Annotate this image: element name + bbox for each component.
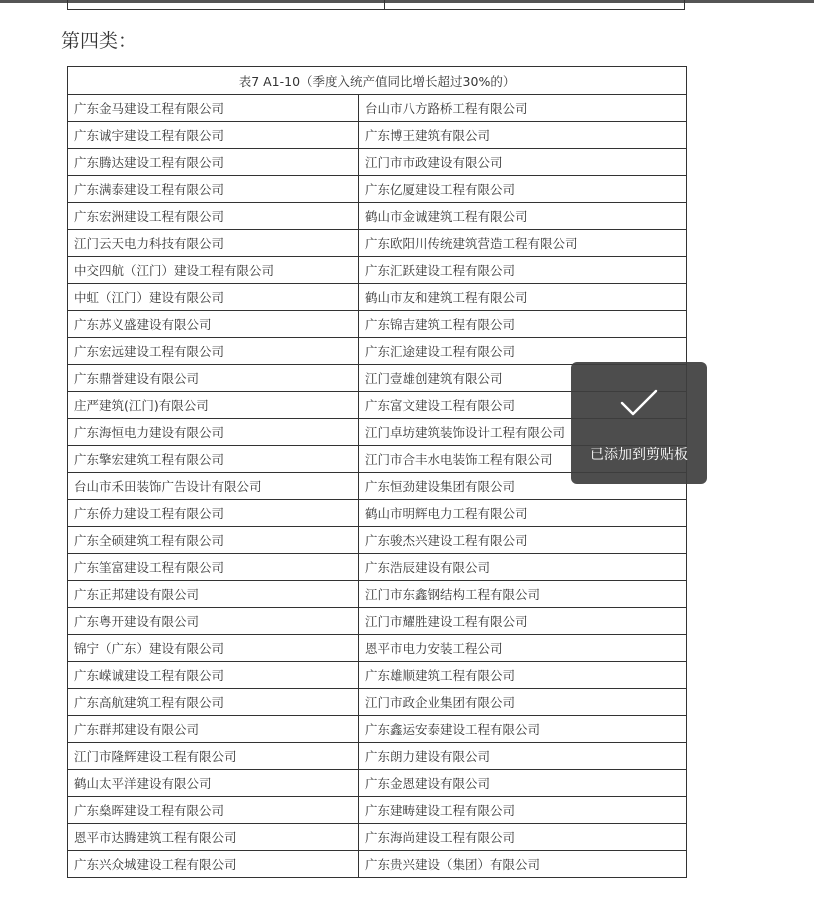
- company-cell-left: 江门市隆辉建设工程有限公司: [68, 743, 359, 770]
- company-cell-right: 广东恒劲建设集团有限公司: [359, 473, 687, 500]
- company-cell-left: 广东诚宇建设工程有限公司: [68, 122, 359, 149]
- company-cell-left: 广东擎宏建筑工程有限公司: [68, 446, 359, 473]
- company-cell-right: 江门市政企业集团有限公司: [359, 689, 687, 716]
- company-cell-left: 广东苏义盛建设有限公司: [68, 311, 359, 338]
- table-row: [68, 770, 687, 797]
- company-cell-right: 恩平市电力安装工程公司: [359, 635, 687, 662]
- toast-message: 已添加到剪贴板: [590, 447, 688, 463]
- company-cell-left: 广东粤开建设有限公司: [68, 608, 359, 635]
- company-cell-left: 广东腾达建设工程有限公司: [68, 149, 359, 176]
- company-cell-right: 广东汇跃建设工程有限公司: [359, 257, 687, 284]
- table-row: [68, 608, 687, 635]
- table-row: [68, 527, 687, 554]
- company-cell-right: 广东金恩建设有限公司: [359, 770, 687, 797]
- checkmark-icon: [619, 388, 659, 418]
- company-cell-right: 广东朗力建设有限公司: [359, 743, 687, 770]
- company-cell-right: 台山市八方路桥工程有限公司: [359, 95, 687, 122]
- company-cell-right: 鹤山市友和建筑工程有限公司: [359, 284, 687, 311]
- table-row: [68, 743, 687, 770]
- company-cell-left: 广东高航建筑工程有限公司: [68, 689, 359, 716]
- table-row: [68, 176, 687, 203]
- table-row: [68, 95, 687, 122]
- company-cell-right: 江门市市政建设有限公司: [359, 149, 687, 176]
- table-row: [68, 500, 687, 527]
- table-row: [68, 716, 687, 743]
- company-cell-left: 广东嵘诚建设工程有限公司: [68, 662, 359, 689]
- table-row: [68, 851, 687, 878]
- company-cell-right: 广东雄顺建筑工程有限公司: [359, 662, 687, 689]
- table-row: [68, 689, 687, 716]
- company-cell-left: 中虹（江门）建设有限公司: [68, 284, 359, 311]
- company-cell-right: 江门卓坊建筑装饰设计工程有限公司: [359, 419, 687, 446]
- clipboard-toast: [571, 362, 707, 484]
- company-cell-left: 广东正邦建设有限公司: [68, 581, 359, 608]
- company-cell-left: 庄严建筑(江门)有限公司: [68, 392, 359, 419]
- company-cell-left: 广东宏远建设工程有限公司: [68, 338, 359, 365]
- table-row: [68, 122, 687, 149]
- company-cell-left: 台山市禾田装饰广告设计有限公司: [68, 473, 359, 500]
- table-row: [68, 338, 687, 365]
- table-row: [68, 797, 687, 824]
- company-cell-right: 广东汇途建设工程有限公司: [359, 338, 687, 365]
- table-body: [68, 95, 687, 878]
- company-cell-left: 广东海恒电力建设有限公司: [68, 419, 359, 446]
- company-cell-left: 鹤山太平洋建设有限公司: [68, 770, 359, 797]
- company-cell-right: 广东贵兴建设（集团）有限公司: [359, 851, 687, 878]
- company-cell-left: 广东鼎誉建设有限公司: [68, 365, 359, 392]
- table-row: [68, 311, 687, 338]
- table-row: [68, 257, 687, 284]
- company-cell-right: 广东海尚建设工程有限公司: [359, 824, 687, 851]
- company-cell-right: 江门市东鑫钢结构工程有限公司: [359, 581, 687, 608]
- previous-table-fragment: [67, 0, 685, 10]
- company-cell-right: 广东博王建筑有限公司: [359, 122, 687, 149]
- company-cell-left: 广东全硕建筑工程有限公司: [68, 527, 359, 554]
- company-cell-right: 广东鑫运安泰建设工程有限公司: [359, 716, 687, 743]
- table-row: [68, 554, 687, 581]
- table-row: [68, 662, 687, 689]
- company-cell-right: 鹤山市明辉电力工程有限公司: [359, 500, 687, 527]
- company-cell-left: 广东宏洲建设工程有限公司: [68, 203, 359, 230]
- company-cell-left: 广东筀富建设工程有限公司: [68, 554, 359, 581]
- company-cell-left: 广东兴众城建设工程有限公司: [68, 851, 359, 878]
- company-cell-right: 江门市耀胜建设工程有限公司: [359, 608, 687, 635]
- company-cell-right: 鹤山市金诚建筑工程有限公司: [359, 203, 687, 230]
- company-cell-left: 广东满泰建设工程有限公司: [68, 176, 359, 203]
- company-cell-right: 广东欧阳川传统建筑营造工程有限公司: [359, 230, 687, 257]
- table-row: [68, 284, 687, 311]
- company-cell-left: 广东燊晖建设工程有限公司: [68, 797, 359, 824]
- company-cell-right: 广东浩辰建设有限公司: [359, 554, 687, 581]
- company-cell-right: 江门壹雄创建筑有限公司: [359, 365, 687, 392]
- company-cell-left: 锦宁（广东）建设有限公司: [68, 635, 359, 662]
- company-cell-left: 中交四航（江门）建设工程有限公司: [68, 257, 359, 284]
- section-heading: 第四类：: [61, 30, 138, 52]
- table-caption: 表7 A1-10（季度入统产值同比增长超过30%的）: [68, 67, 687, 95]
- previous-table-divider: [384, 0, 385, 9]
- company-cell-right: 广东富文建设工程有限公司: [359, 392, 687, 419]
- table-row: [68, 149, 687, 176]
- table-row: [68, 824, 687, 851]
- table-row: [68, 581, 687, 608]
- company-cell-right: 广东锦吉建筑工程有限公司: [359, 311, 687, 338]
- table-row: [68, 230, 687, 257]
- table-caption-row: [68, 67, 687, 95]
- company-cell-right: 广东骏杰兴建设工程有限公司: [359, 527, 687, 554]
- table-row: [68, 635, 687, 662]
- company-cell-left: 恩平市达腾建筑工程有限公司: [68, 824, 359, 851]
- company-cell-right: 广东亿厦建设工程有限公司: [359, 176, 687, 203]
- company-cell-left: 广东群邦建设有限公司: [68, 716, 359, 743]
- company-cell-right: 江门市合丰水电装饰工程有限公司: [359, 446, 687, 473]
- company-cell-left: 广东金马建设工程有限公司: [68, 95, 359, 122]
- company-cell-left: 广东侨力建设工程有限公司: [68, 500, 359, 527]
- company-cell-left: 江门云天电力科技有限公司: [68, 230, 359, 257]
- table-row: [68, 203, 687, 230]
- company-cell-right: 广东建畴建设工程有限公司: [359, 797, 687, 824]
